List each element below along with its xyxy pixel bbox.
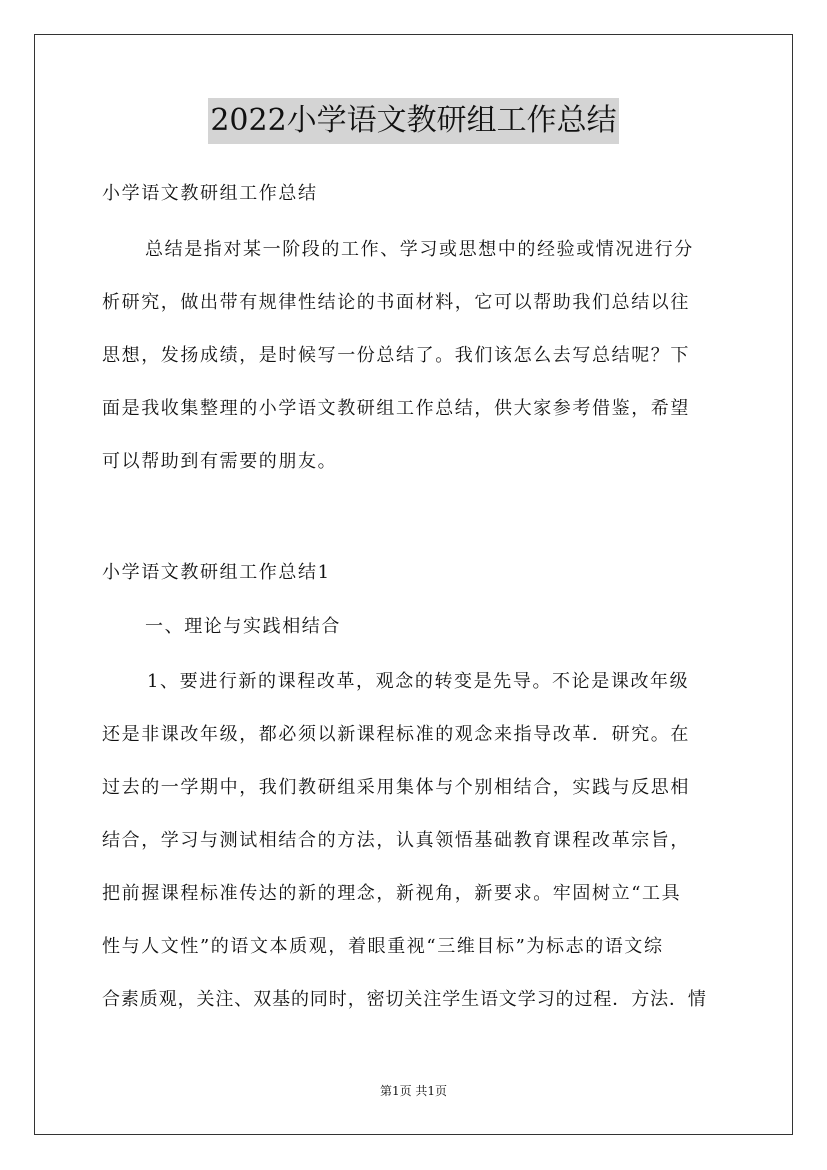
body-line: 把前握课程标准传达的新的理念，新视角，新要求。牢固树立“工具 (102, 883, 682, 904)
page-footer (0, 1082, 827, 1099)
body-line: 性与人文性”的语文本质观，着眼重视“三维目标”为标志的语文综 (102, 936, 664, 957)
body-line: 还是非课改年级，都必须以新课程标准的观念来指导改革．研究。在 (102, 724, 690, 745)
subtitle: 小学语文教研组工作总结 (102, 183, 318, 204)
intro-line: 析研究，做出带有规律性结论的书面材料，它可以帮助我们总结以往 (102, 292, 690, 313)
page-number: 第1页 共1页 (379, 1084, 448, 1098)
intro-line: 总结是指对某一阶段的工作、学习或思想中的经验或情况进行分 (145, 239, 694, 260)
body-line: 1、要进行新的课程改革，观念的转变是先导。不论是课改年级 (147, 671, 690, 692)
body-line: 过去的一学期中，我们教研组采用集体与个别相结合，实践与反思相 (102, 777, 690, 798)
document-title: 2022小学语文教研组工作总结 (208, 98, 618, 144)
body-line: 结合，学习与测试相结合的方法，认真领悟基础教育课程改革宗旨， (102, 830, 690, 851)
intro-line: 面是我收集整理的小学语文教研组工作总结，供大家参考借鉴，希望 (102, 398, 690, 419)
body-line: 合素质观，关注、双基的同时，密切关注学生语文学习的过程．方法．情 (102, 989, 707, 1010)
intro-line: 思想，发扬成绩，是时候写一份总结了。我们该怎么去写总结呢？下 (102, 345, 690, 366)
section-heading: 小学语文教研组工作总结1 (102, 562, 331, 583)
intro-line: 可以帮助到有需要的朋友。 (102, 451, 338, 472)
title-wrap (0, 98, 827, 144)
section-subheading: 一、理论与实践相结合 (145, 616, 341, 637)
